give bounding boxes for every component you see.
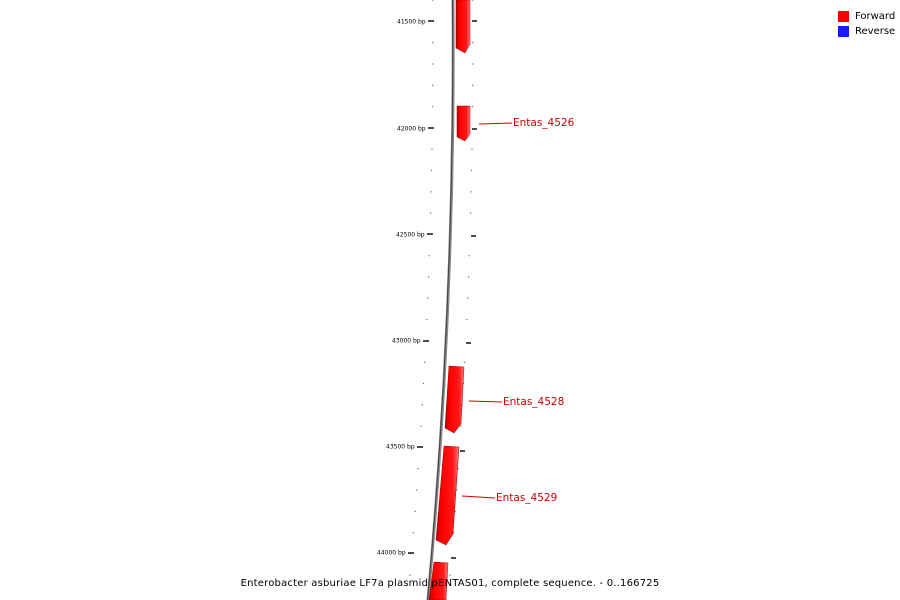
gene-labels <box>462 117 575 504</box>
tick-label: 41500 bp <box>397 18 426 26</box>
minor-tick <box>464 362 465 363</box>
minor-tick <box>431 170 432 171</box>
minor-tick <box>429 255 430 256</box>
minor-tick <box>426 319 427 320</box>
minor-tick <box>472 106 473 107</box>
gene-label[interactable]: Entas_4529 <box>496 492 558 504</box>
minor-tick <box>471 149 472 150</box>
strand-legend <box>838 9 895 39</box>
minor-tick <box>416 489 417 490</box>
minor-tick <box>432 85 433 86</box>
gene-arrow[interactable] <box>456 0 470 53</box>
tick-label: 43000 bp <box>392 337 421 345</box>
minor-tick <box>432 106 433 107</box>
tick-label: 42500 bp <box>396 231 425 239</box>
forward-label: Forward <box>855 11 896 22</box>
minor-tick <box>431 149 432 150</box>
reverse-label: Reverse <box>855 26 896 37</box>
minor-tick <box>472 42 473 43</box>
legend-item-reverse <box>838 24 895 39</box>
gene-label[interactable]: Entas_4526 <box>513 117 575 129</box>
gene-arrow[interactable] <box>445 366 464 433</box>
minor-tick <box>472 63 473 64</box>
minor-tick <box>470 213 471 214</box>
minor-tick <box>431 191 432 192</box>
minor-tick <box>472 85 473 86</box>
legend-item-forward <box>838 9 895 24</box>
minor-tick <box>469 255 470 256</box>
minor-tick <box>418 468 419 469</box>
sequence-caption: Enterobacter asburiae LF7a plasmid pENTAS01, complete sequence. - 0..166725 <box>240 578 660 589</box>
minor-tick <box>449 575 450 576</box>
minor-tick <box>460 426 461 427</box>
minor-tick <box>471 191 472 192</box>
minor-tick <box>432 0 433 1</box>
minor-tick <box>413 532 414 533</box>
minor-tick <box>467 298 468 299</box>
minor-tick <box>409 575 410 576</box>
minor-tick <box>423 383 424 384</box>
major-ticks <box>377 19 477 559</box>
gene-label[interactable]: Entas_4528 <box>503 396 565 408</box>
minor-tick <box>422 404 423 405</box>
minor-tick <box>471 170 472 171</box>
minor-tick <box>424 362 425 363</box>
minor-tick <box>466 319 467 320</box>
reverse-swatch <box>838 26 849 37</box>
minor-tick <box>415 511 416 512</box>
tick-label: 42000 bp <box>397 125 426 133</box>
minor-tick <box>420 426 421 427</box>
forward-swatch <box>838 11 849 22</box>
minor-tick <box>430 213 431 214</box>
label-leader <box>462 496 495 498</box>
tick-label: 43500 bp <box>386 443 415 451</box>
minor-tick <box>468 276 469 277</box>
minor-tick <box>472 0 473 1</box>
minor-tick <box>428 276 429 277</box>
gene-arrow[interactable] <box>457 106 470 141</box>
minor-tick <box>432 42 433 43</box>
label-leader <box>469 401 502 402</box>
minor-tick <box>432 63 433 64</box>
tick-label: 44000 bp <box>377 549 406 557</box>
minor-tick <box>427 298 428 299</box>
label-leader <box>479 123 512 124</box>
